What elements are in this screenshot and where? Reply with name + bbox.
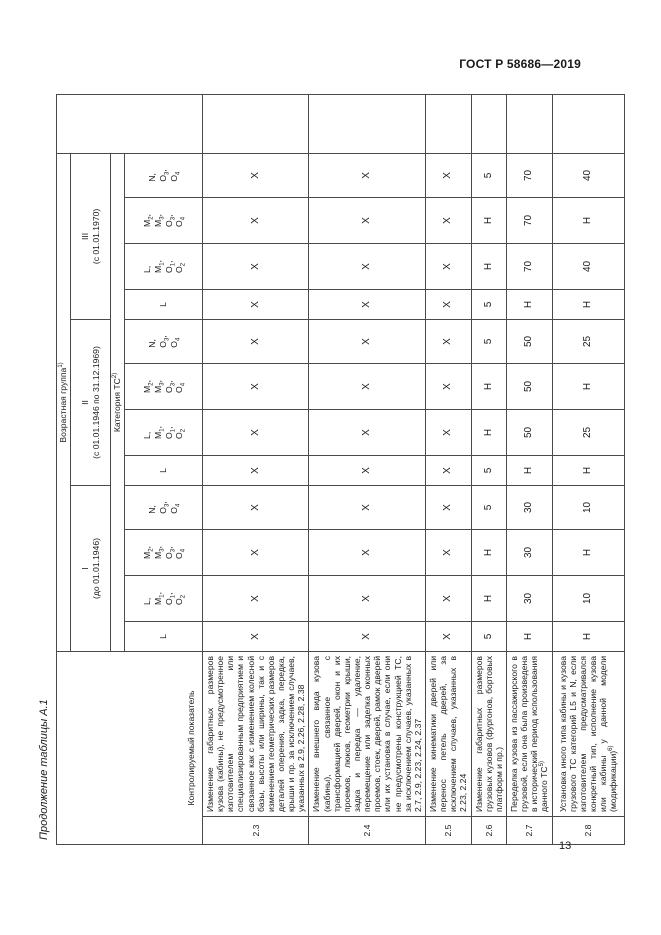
value-cell: X [203,319,309,363]
value-cell: X [425,153,471,197]
group-period: (с 01.01.1946 по 31.12.1969) [90,346,101,459]
value-cell: X [425,319,471,363]
value-cell: X [309,485,426,529]
value-cell: X [203,529,309,575]
value-cell: Н [471,409,506,455]
value-cell: Н [506,289,552,319]
value-cell: X [309,289,426,319]
value-cell: 30 [506,529,552,575]
table-row [425,94,471,844]
row-number: 2.6 [471,817,506,845]
value-cell: 40 [552,153,624,197]
indicator-text: Изменение габаритных размеров грузовых кузовов (фургонов, бортовых платформ и пр.) [471,651,506,816]
value-cell: X [203,243,309,289]
group-period: (с 01.01.1970) [90,208,101,265]
value-cell: 70 [506,153,552,197]
value-cell: 25 [552,409,624,455]
indicator-text: Изменение габаритных размеров кузова (кабины), не предусмотренное изготовителем или специализированным предприятием и связанное как с изменением колесной базы, высоты или ширины, так и с изменением геометрических размеров деталей оперения, задка, передка, крыши и пр. за исключением случаев, указанных в 2.9, 2.26, 2.28, 2.38 [203,651,309,816]
value-cell: Н [506,621,552,651]
value-cell: X [309,529,426,575]
age-group-i [71,485,111,651]
value-cell: Н [552,621,624,651]
spare-cell [203,94,309,153]
value-cell: X [203,289,309,319]
value-cell: 50 [506,363,552,409]
value-cell: X [309,319,426,363]
table-a1-continuation [56,95,619,845]
category-code: L [125,289,203,319]
table-row [203,94,309,844]
value-cell: X [203,575,309,621]
spare-cell [552,94,624,153]
value-cell: 5 [471,289,506,319]
value-cell: X [203,153,309,197]
value-cell: Н [552,363,624,409]
category-code: L, $M_1$, $O_1$, $O_2$ [125,243,203,289]
value-cell: X [425,197,471,243]
value-cell: X [425,485,471,529]
indicator-text: Изменение кинематики дверей или перенос петель дверей, за исключением случаев, указанных в 2.23, 2.24 [425,651,471,816]
value-cell: 25 [552,319,624,363]
category-code: N, $O_3$, $O_4$ [125,485,203,529]
value-cell: X [425,409,471,455]
indicator-note: 6) [608,745,615,751]
value-cell: 5 [471,621,506,651]
value-cell: X [425,455,471,485]
value-cell: X [203,197,309,243]
value-cell: X [309,153,426,197]
value-cell: X [425,243,471,289]
value-cell: 5 [471,485,506,529]
category-code: L [125,621,203,651]
row-number: 2.7 [506,817,552,845]
value-cell: Н [471,529,506,575]
table-row [506,94,552,844]
value-cell: Н [471,575,506,621]
value-cell: 30 [506,575,552,621]
category-code: L, $M_1$, $O_1$, $O_2$ [125,575,203,621]
value-cell: X [309,575,426,621]
value-cell: Н [552,455,624,485]
row-number: 2.8 [552,817,624,845]
age-group-title: Возрастная группа [58,367,69,443]
category-code: $M_2$, $M_3$, $O_3$, $O_4$ [125,529,203,575]
value-cell: X [203,621,309,651]
value-cell: Н [471,363,506,409]
value-cell: 5 [471,319,506,363]
spare-cell [425,94,471,153]
value-cell: X [309,455,426,485]
value-cell: Н [471,243,506,289]
age-group-iii [71,153,111,319]
value-cell: 30 [506,485,552,529]
category-code: $M_2$, $M_3$, $O_3$, $O_4$ [125,197,203,243]
category-title: Категория ТС [112,378,123,433]
group-name: I [80,567,91,570]
value-cell: 40 [552,243,624,289]
value-cell: X [425,363,471,409]
row-number: 2.5 [425,817,471,845]
spare-column [57,94,203,153]
value-cell: X [425,289,471,319]
spare-cell [506,94,552,153]
value-cell: 70 [506,197,552,243]
value-cell: X [203,363,309,409]
value-cell: Н [552,197,624,243]
category-code: N, $O_3$, $O_4$ [125,319,203,363]
value-cell: X [309,197,426,243]
value-cell: Н [552,289,624,319]
value-cell: X [203,409,309,455]
value-cell: X [425,529,471,575]
group-name: III [80,232,91,241]
value-cell: 50 [506,409,552,455]
category-code: L [125,455,203,485]
vehicle-category-header [111,153,125,651]
value-cell: 50 [506,319,552,363]
category-code: N, $O_3$, $O_4$ [125,153,203,197]
indicator-text: Установка иного типа кабины и кузова грузового ТС категорий L5 и N, если изготовителем предусматривался конкретный тип, исполнение кузова или кабины у данной модели (модификации)$^{6)}$ [552,651,624,816]
age-group-header [57,153,71,651]
value-cell: 5 [471,455,506,485]
value-cell: X [309,409,426,455]
value-cell: 5 [471,153,506,197]
value-cell: Н [552,529,624,575]
value-cell: 10 [552,485,624,529]
value-cell: X [203,485,309,529]
category-code: L, $M_1$, $O_1$, $O_2$ [125,409,203,455]
row-number: 2.4 [309,817,426,845]
value-cell: X [309,243,426,289]
table-caption: Продолжение таблицы А.1 [38,699,50,840]
spare-cell [309,94,426,153]
value-cell: Н [506,455,552,485]
category-note: 2) [112,372,119,379]
spare-cell [471,94,506,153]
age-group-ii [71,319,111,485]
value-cell: Н [471,197,506,243]
page-number: 13 [559,840,572,852]
value-cell: 10 [552,575,624,621]
age-group-note: 1) [58,362,65,368]
table-row [471,94,506,844]
value-cell: X [425,575,471,621]
row-number: 2.3 [203,817,309,845]
indicator-header: Контролируемый показатель [57,651,203,844]
value-cell: X [309,621,426,651]
value-cell: X [309,363,426,409]
value-cell: 70 [506,243,552,289]
document-header: ГОСТ Р 58686—2019 [459,57,581,71]
category-code: $M_2$, $M_3$, $O_3$, $O_4$ [125,363,203,409]
value-cell: X [203,455,309,485]
indicator-note: 5) [539,761,546,767]
table-row [552,94,624,844]
group-name: II [80,400,91,405]
value-cell: X [425,621,471,651]
indicator-text: Изменение внешнего вида кузова (кабины), связанное с трансформацией дверей, окон и их проемов, люков, геометрии крыши, задка и передка — удаление, перемещение или заделка оконных проемов, стоек, дверей, рамок дверей или их установка в случае, если они не предусмотрены конструкцией ТС, за исключением случаев, указанных в 2.7, 2.9, 2.23, 2.24, 2.37 [309,651,426,816]
table-row [309,94,426,844]
indicator-text: Переделка кузова из пассажирского в грузовой, если она была произведена в исторический период использования данного ТС$^{5)}$ [506,651,552,816]
group-period: (до 01.01.1946) [90,538,101,599]
